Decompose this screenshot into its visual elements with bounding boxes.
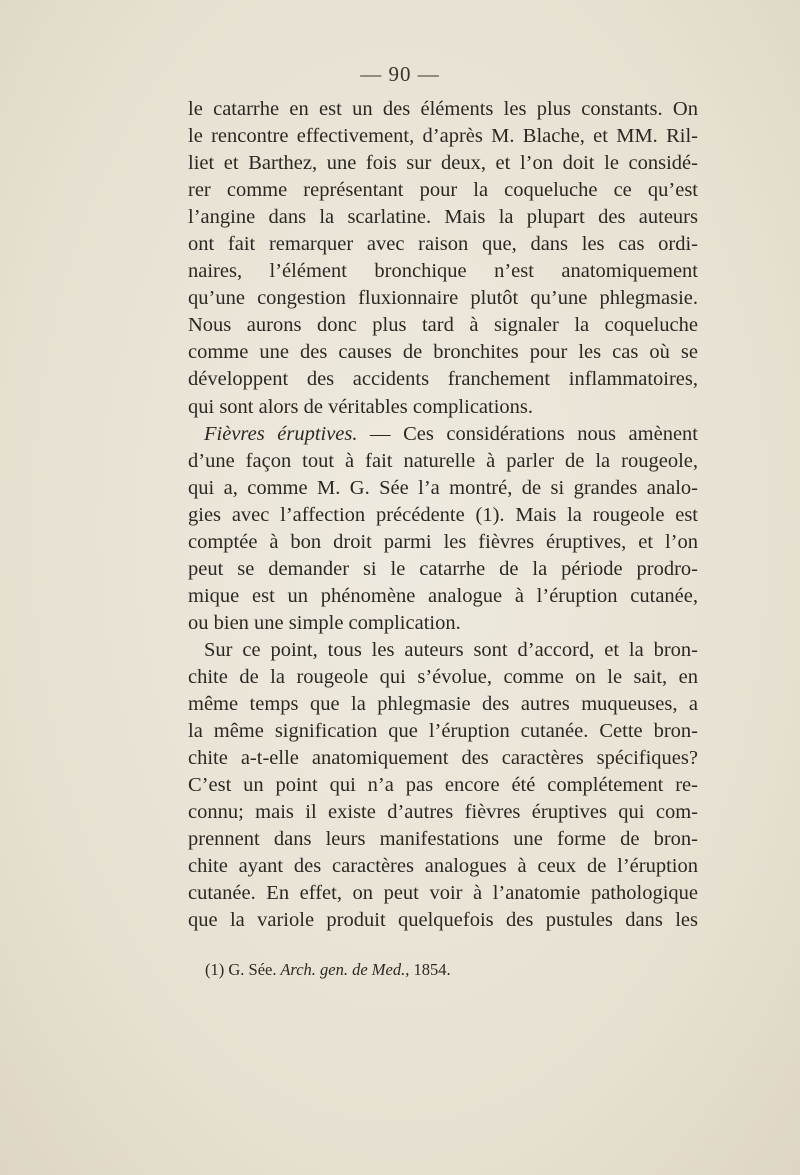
text-line: mique est un phénomène analogue à l’éruption cutanée, (188, 584, 698, 607)
text-line: le rencontre effectivement, d’après M. Blache, et MM. Ril- (188, 125, 698, 148)
text-line: comme une des causes de bronchites pour les cas où se (188, 341, 698, 364)
text-line: Nous aurons donc plus tard à signaler la coqueluche (188, 314, 698, 337)
text-line: qui a, comme M. G. Sée l’a montré, de si grandes analo- (188, 476, 698, 499)
section-first-line (188, 421, 698, 448)
text-line: rer comme représentant pour la coqueluche ce qu’est (188, 179, 698, 202)
text-line: que la variole produit quelquefois des pustules dans les (188, 909, 698, 932)
text-line: développent des accidents franchement inflammatoires, (188, 368, 698, 391)
text-line: chite de la rougeole qui s’évolue, comme on le sait, en (188, 665, 698, 688)
text-line: ont fait remarquer avec raison que, dans les cas ordi- (188, 233, 698, 256)
text-line: gies avec l’affection précédente (1). Mais la rougeole est (188, 503, 698, 526)
body-text (188, 96, 698, 934)
text-line: chite ayant des caractères analogues à ceux de l’éruption (188, 855, 698, 878)
footnote-author: G. Sée. (224, 960, 277, 979)
section-heading: Fièvres éruptives. (204, 422, 358, 445)
text-line: qui sont alors de véritables complications. (188, 395, 534, 418)
text-line: qu’une congestion fluxionnaire plutôt qu’une phlegmasie. (188, 287, 698, 310)
text-line: naires, l’élément bronchique n’est anatomiquement (188, 260, 698, 283)
footnote (205, 960, 451, 980)
page-number: — 90 — (360, 62, 440, 86)
text-line: peut se demander si le catarrhe de la période prodro- (188, 557, 698, 580)
text-line: Sur ce point, tous les auteurs sont d’accord, et la bron- (204, 638, 698, 661)
text-line: chite a-t-elle anatomiquement des caractères spécifiques? (188, 747, 698, 770)
text-line: comptée à bon droit parmi les fièvres éruptives, et l’on (188, 530, 698, 553)
text-line: même temps que la phlegmasie des autres muqueuses, a (188, 693, 698, 716)
footnote-year: , 1854. (405, 960, 451, 979)
section-first-line-text: — Ces considérations nous amènent (357, 422, 698, 445)
text-line: l’angine dans la scarlatine. Mais la plupart des auteurs (188, 206, 698, 229)
text-line: liet et Barthez, une fois sur deux, et l’on doit le considé- (188, 152, 698, 175)
footnote-journal: Arch. gen. de Med. (276, 960, 406, 979)
text-line: ou bien une simple complication. (188, 611, 461, 634)
footnote-marker: (1) (205, 960, 225, 979)
text-line: C’est un point qui n’a pas encore été complétement re- (188, 774, 698, 797)
text-line: la même signification que l’éruption cutanée. Cette bron- (188, 720, 698, 743)
text-line: le catarrhe en est un des éléments les plus constants. On (188, 98, 698, 120)
text-line: connu; mais il existe d’autres fièvres éruptives qui com- (188, 801, 698, 824)
text-line: cutanée. En effet, on peut voir à l’anatomie pathologique (188, 882, 698, 905)
text-line: d’une façon tout à fait naturelle à parler de la rougeole, (188, 449, 698, 472)
text-line: prennent dans leurs manifestations une forme de bron- (188, 828, 698, 851)
